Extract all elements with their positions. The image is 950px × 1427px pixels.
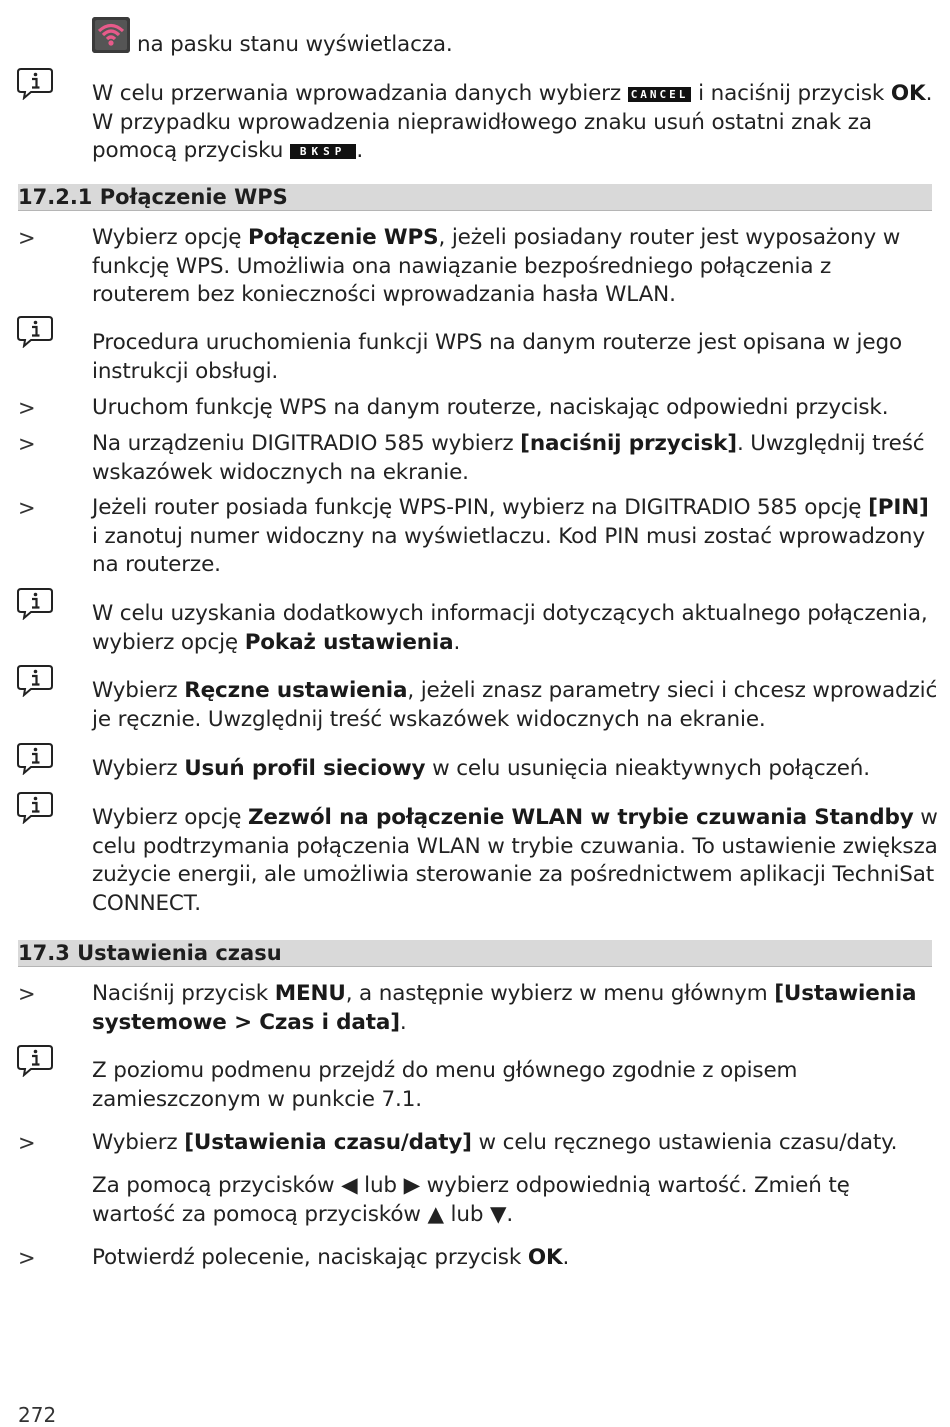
info-icon [16, 790, 54, 824]
info-icon [16, 314, 54, 348]
info-icon [16, 66, 54, 100]
info-icon [16, 663, 54, 697]
bullet-arrow: > [18, 1246, 36, 1270]
note-cancel: W celu przerwania wprowadzania danych wybierz CANCEL i naciśnij przycisk OK. W przypadku wprowadzenia nieprawidłowego znaku usuń ostatni znak za pomocą przycisku BKSP . [92, 81, 933, 164]
bullet-arrow: > [18, 432, 36, 456]
status-bar-text: na pasku stanu wyświetlacza. [137, 32, 453, 57]
bullet-arrow: > [18, 396, 36, 420]
info-icon [16, 1043, 54, 1077]
bullet-arrow: > [18, 1131, 36, 1155]
wifi-status-icon [92, 17, 130, 53]
bksp-key-label: BKSP [290, 144, 357, 159]
cancel-key-label: CANCEL [628, 87, 692, 102]
info-icon [16, 586, 54, 620]
bullet-arrow: > [18, 982, 36, 1006]
section-heading-wps: 17.2.1 Połączenie WPS [18, 184, 932, 211]
bullet-arrow: > [18, 226, 36, 250]
page-number: 272 [18, 1403, 57, 1427]
bullet-arrow: > [18, 496, 36, 520]
section-heading-time: 17.3 Ustawienia czasu [18, 940, 932, 967]
info-icon [16, 741, 54, 775]
